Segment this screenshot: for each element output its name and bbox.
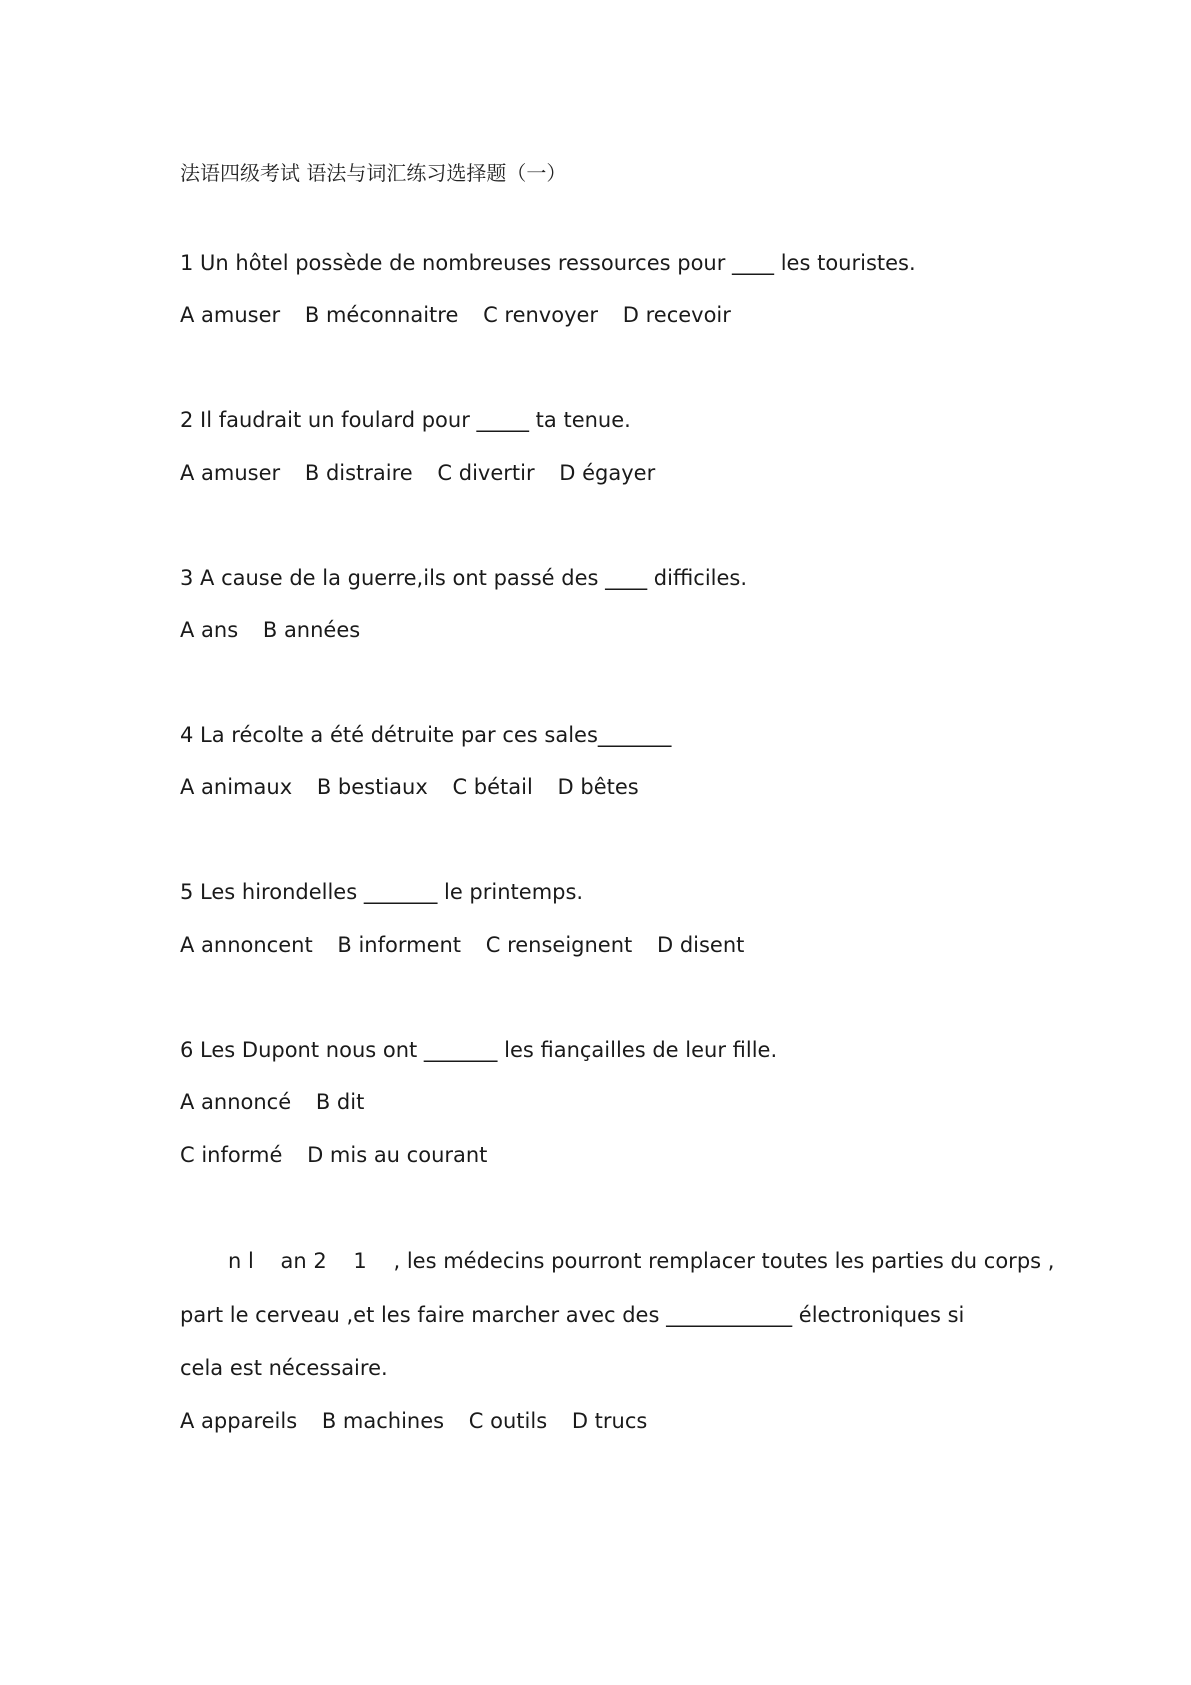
question-7-stem-line-3: cela est nécessaire. [180,1356,388,1380]
question-2-option-c: C divertir [437,461,535,485]
question-6-option-b: B dit [315,1090,365,1114]
question-1-option-d: D recevoir [622,303,731,327]
question-5-stem: 5 Les hirondelles _______ le printemps. [180,880,584,904]
question-2-stem: 2 Il faudrait un foulard pour _____ ta tenue. [180,408,631,432]
question-2-option-d: D égayer [559,461,656,485]
question-4-option-b: B bestiaux [316,775,428,799]
question-7-stem-line-2: part le cerveau ,et les faire marcher avec des ____________ électroniques si [180,1303,965,1327]
question-4-stem: 4 La récolte a été détruite par ces sales_______ [180,723,672,747]
question-2-option-a: A amuser [180,461,281,485]
question-2-option-b: B distraire [304,461,413,485]
question-1-option-a: A amuser [180,303,281,327]
question-5-option-a: A annoncent [180,933,313,957]
question-6-option-a: A annoncé [180,1090,292,1114]
question-4-option-c: C bétail [452,775,533,799]
question-5-option-d: D disent [656,933,745,957]
question-1-options [180,300,731,330]
question-1-option-c: C renvoyer [483,303,599,327]
question-5-options [180,930,744,960]
question-4-options [180,772,639,802]
question-3-options [180,615,360,645]
question-4-option-a: A animaux [180,775,293,799]
question-6-options-row-2 [180,1140,487,1170]
question-3-option-b: B années [262,618,361,642]
question-5-option-c: C renseignent [485,933,633,957]
question-4-option-d: D bêtes [557,775,639,799]
question-7-option-b: B machines [321,1409,445,1433]
question-3-option-a: A ans [180,618,239,642]
question-7-option-d: D trucs [571,1409,648,1433]
question-7-option-c: C outils [468,1409,548,1433]
question-1-stem: 1 Un hôtel possède de nombreuses ressources pour ____ les touristes. [180,251,916,275]
question-6-options-row-1 [180,1087,364,1117]
question-7-options [180,1406,647,1436]
question-3-stem: 3 A cause de la guerre,ils ont passé des ____ difficiles. [180,566,748,590]
question-6-option-d: D mis au courant [307,1143,488,1167]
question-1-option-b: B méconnaitre [304,303,459,327]
question-6-stem: 6 Les Dupont nous ont _______ les fiançailles de leur fille. [180,1038,778,1062]
question-6-option-c: C informé [180,1143,283,1167]
document-title: 法语四级考试 语法与词汇练习选择题（一） [180,161,567,185]
question-7-option-a: A appareils [180,1409,298,1433]
question-7-stem-line-1: n l an 2 1 , les médecins pourront remplacer toutes les parties du corps , [228,1249,1055,1273]
question-2-options [180,458,655,488]
question-5-option-b: B informent [337,933,462,957]
